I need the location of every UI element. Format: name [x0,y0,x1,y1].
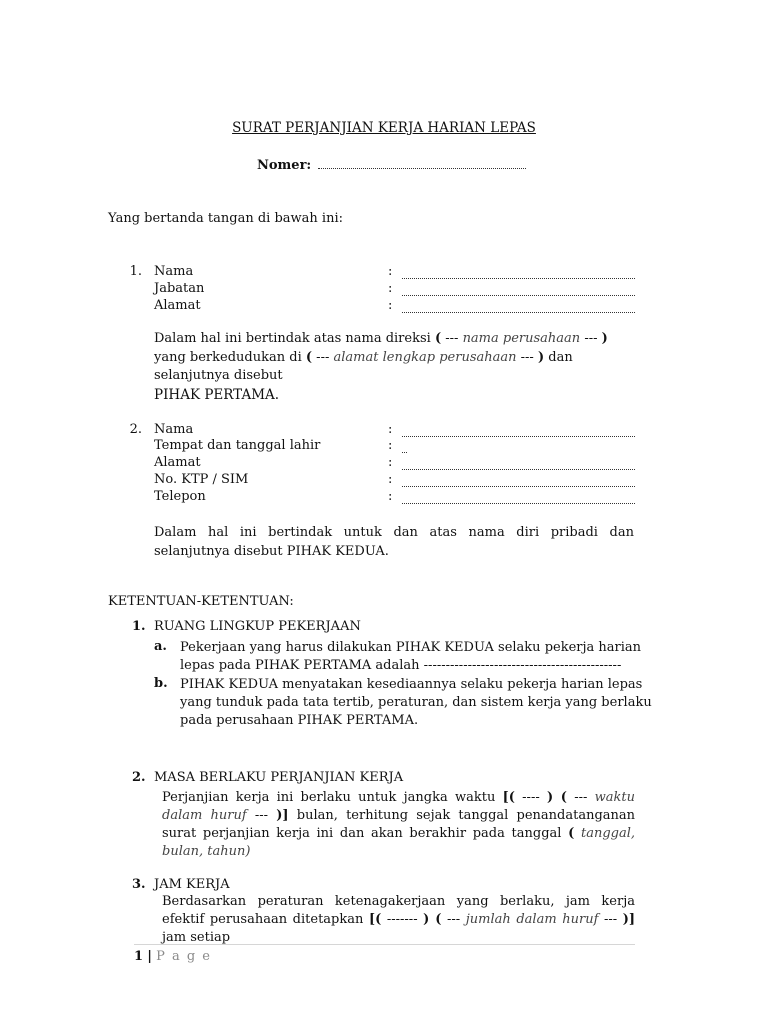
party2-field-id: No. KTP / SIM [154,472,249,487]
section1-item-b-letter: b. [154,676,168,691]
section2-number: 2. [132,770,146,785]
page-footer [134,949,211,964]
party2-field-birth: Tempat dan tanggal lahir [154,438,321,453]
party2-phone-blank [402,493,635,504]
party1-label: PIHAK PERTAMA. [154,386,280,403]
party1-position-blank [402,285,635,296]
party2-id-blank [402,476,635,487]
colon: : [388,472,393,487]
party2-paragraph: Dalam hal ini bertindak untuk dan atas nama diri pribadi dan selanjutnya disebut PIHAK KEDUA. [154,525,634,559]
party1-paragraph: Dalam hal ini bertindak atas nama direksi ( --- nama perusahaan --- ) yang berkedudukan di ( --- alamat lengkap perusahaan --- ) dan selanjutnya disebut PIHAK PERTAMA. [154,331,608,403]
party2-birth-blank [402,442,407,453]
party2-field-phone: Telepon [154,489,206,504]
provisions-heading: KETENTUAN-KETENTUAN: [108,594,294,609]
party1-address-blank [402,302,635,313]
document-number [257,156,526,173]
section1-item-b-text: PIHAK KEDUA menyatakan kesediaannya selaku pekerja harian lepas yang tunduk pada tata tertib, peraturan, dan sistem kerja yang berlaku pada perusahaan PIHAK PERTAMA. [180,677,652,728]
number-blank [318,156,526,169]
company-name-hint: nama perusahaan [462,331,581,346]
party1-number: 1. [129,264,142,279]
section1-number: 1. [132,619,146,634]
section3-title: JAM KERJA [154,877,230,892]
section2-title: MASA BERLAKU PERJANJIAN KERJA [154,770,404,785]
page-separator: | [147,949,152,964]
intro-text: Yang bertanda tangan di bawah ini: [108,211,343,226]
page-label: P a g e [156,949,212,964]
colon: : [388,422,393,437]
document-title: SURAT PERJANJIAN KERJA HARIAN LEPAS [232,120,536,136]
colon: : [388,438,393,453]
colon: : [388,264,393,279]
party1-field-position: Jabatan [154,281,205,296]
party2-number: 2. [129,422,142,437]
party2-name-blank [402,426,635,437]
party1-field-name: Nama [154,264,194,279]
party1-name-blank [402,268,635,279]
end-date-hint: tanggal, bulan, tahun) [162,826,635,859]
party2-field-name: Nama [154,422,194,437]
colon: : [388,298,393,313]
colon: : [388,489,393,504]
party1-field-address: Alamat [154,298,201,313]
company-address-hint: alamat lengkap perusahaan [333,349,517,365]
duration-hint: waktu dalam huruf [162,790,635,823]
section1-item-a-text: Pekerjaan yang harus dilakukan PIHAK KEDUA selaku pekerja harian lepas pada PIHAK PERTAMA adalah --------------------------------------------- [180,640,642,673]
page-number: 1 [134,949,144,964]
section1-title: RUANG LINGKUP PEKERJAAN [154,619,361,634]
hours-hint: jumlah dalam huruf [465,912,599,927]
party2-field-address: Alamat [154,455,201,470]
section2-text: Perjanjian kerja ini berlaku untuk jangka waktu [( ---- ) ( --- waktu dalam huruf --- )] bulan, terhitung sejak tanggal penandatanganan surat perjanjian kerja ini dan akan berakhir pada tanggal ( tanggal, bulan, tahun) [162,790,636,859]
number-label: Nomer: [257,158,312,173]
colon: : [388,455,393,470]
section3-number: 3. [132,877,146,892]
party2-address-blank [402,459,635,470]
section3-text: Berdasarkan peraturan ketenagakerjaan yang berlaku, jam kerja efektif perusahaan ditetapkan [( ------- ) ( --- jumlah dalam huruf --- )] jam setiap [162,894,636,945]
section1-item-a-letter: a. [154,639,167,654]
colon: : [388,281,393,296]
footer-rule [134,944,635,945]
